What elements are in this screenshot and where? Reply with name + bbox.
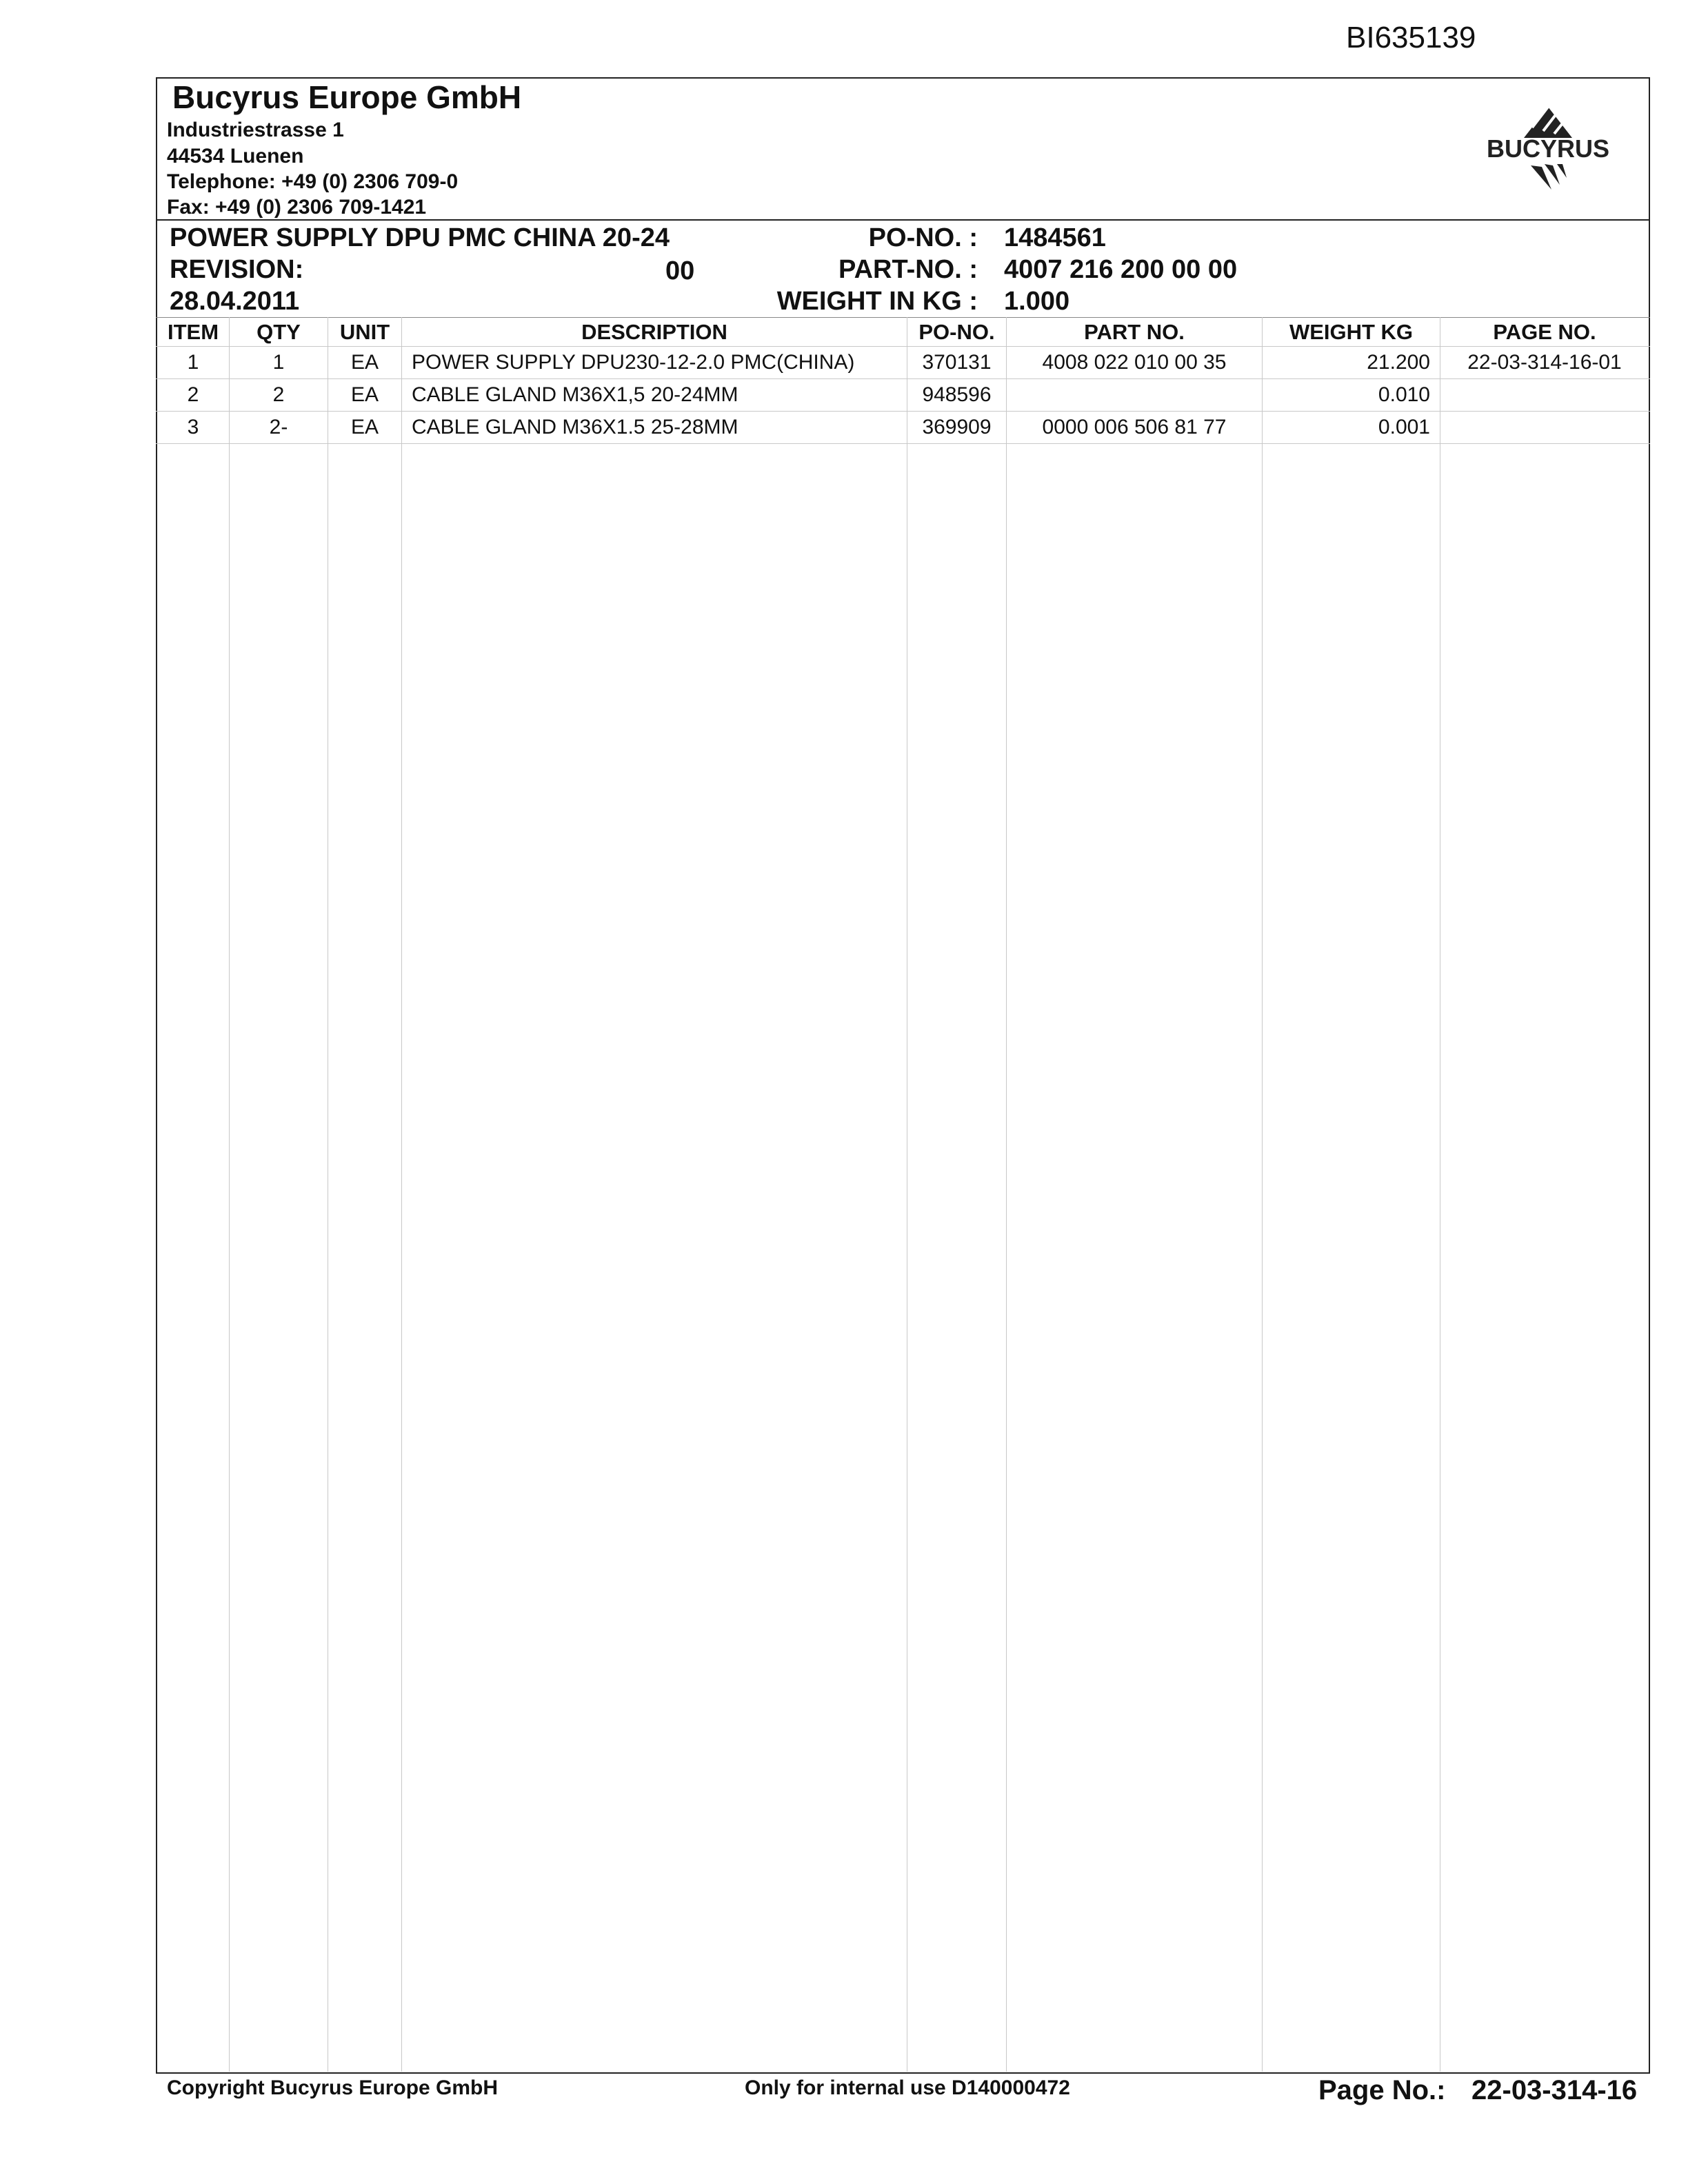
column-divider [401,317,402,2072]
company-fax: Fax: +49 (0) 2306 709-1421 [167,196,427,219]
cell-page-no [1440,412,1649,443]
revision-value: 00 [665,256,695,285]
cell-unit: EA [350,416,379,438]
column-header-unit: UNIT [339,320,390,344]
part-value: 4007 216 200 00 00 [1004,255,1238,284]
document-id: BI635139 [1346,21,1476,54]
table-row-line [156,443,1650,444]
company-name: Bucyrus Europe GmbH [172,79,522,115]
page-number-value: 22-03-314-16 [1471,2075,1638,2105]
cell-po-no: 948596 [922,383,992,406]
cell-po-no: 370131 [922,351,992,374]
company-city: 44534 Luenen [167,145,304,168]
cell-page-no [1440,379,1649,411]
table-top-line [156,317,1650,318]
copyright-text: Copyright Bucyrus Europe GmbH [167,2076,499,2099]
cell-qty: 2- [269,416,288,438]
cell-description: POWER SUPPLY DPU230-12-2.0 PMC(CHINA) [412,351,855,374]
column-header-part-no: PART NO. [1084,320,1185,344]
po-value: 1484561 [1004,223,1106,252]
cell-unit: EA [350,351,379,374]
cell-weight: 0.001 [1378,416,1430,438]
cell-description: CABLE GLAND M36X1,5 20-24MM [412,383,738,406]
part-label: PART-NO. : [838,255,978,284]
cell-item: 1 [187,351,199,374]
column-header-qty: QTY [257,320,301,344]
cell-part-no [1007,379,1262,411]
internal-use-text: Only for internal use D140000472 [745,2076,1070,2099]
cell-page-no: 22-03-314-16-01 [1467,351,1622,374]
cell-qty: 1 [272,351,285,374]
document-title: POWER SUPPLY DPU PMC CHINA 20-24 [170,223,670,252]
column-divider [1006,317,1007,2072]
column-header-weight: WEIGHT KG [1289,320,1414,344]
column-divider [1262,317,1263,2072]
cell-weight: 0.010 [1378,383,1430,406]
cell-unit: EA [350,383,379,406]
weight-value: 1.000 [1004,287,1070,316]
logo-text: BUCYRUS [1486,134,1610,163]
page-number-label: Page No.: [1318,2075,1446,2105]
cell-part-no: 0000 006 506 81 77 [1042,416,1227,438]
column-divider [229,317,230,2072]
column-header-po-no: PO-NO. [918,320,995,344]
weight-label: WEIGHT IN KG : [776,287,978,316]
column-header-page-no: PAGE NO. [1493,320,1596,344]
column-header-item: ITEM [167,320,219,344]
cell-part-no: 4008 022 010 00 35 [1042,351,1227,374]
bucyrus-logo [1476,103,1620,193]
revision-label: REVISION: [170,255,304,284]
company-street: Industriestrasse 1 [167,119,344,141]
document-date: 28.04.2011 [170,287,300,316]
header-divider [156,219,1650,221]
cell-weight: 21.200 [1367,351,1430,374]
company-telephone: Telephone: +49 (0) 2306 709-0 [167,170,459,193]
po-label: PO-NO. : [868,223,978,252]
cell-item: 2 [187,383,199,406]
cell-item: 3 [187,416,199,438]
cell-po-no: 369909 [922,416,992,438]
cell-qty: 2 [272,383,285,406]
column-header-description: DESCRIPTION [581,320,727,344]
cell-description: CABLE GLAND M36X1.5 25-28MM [412,416,738,438]
